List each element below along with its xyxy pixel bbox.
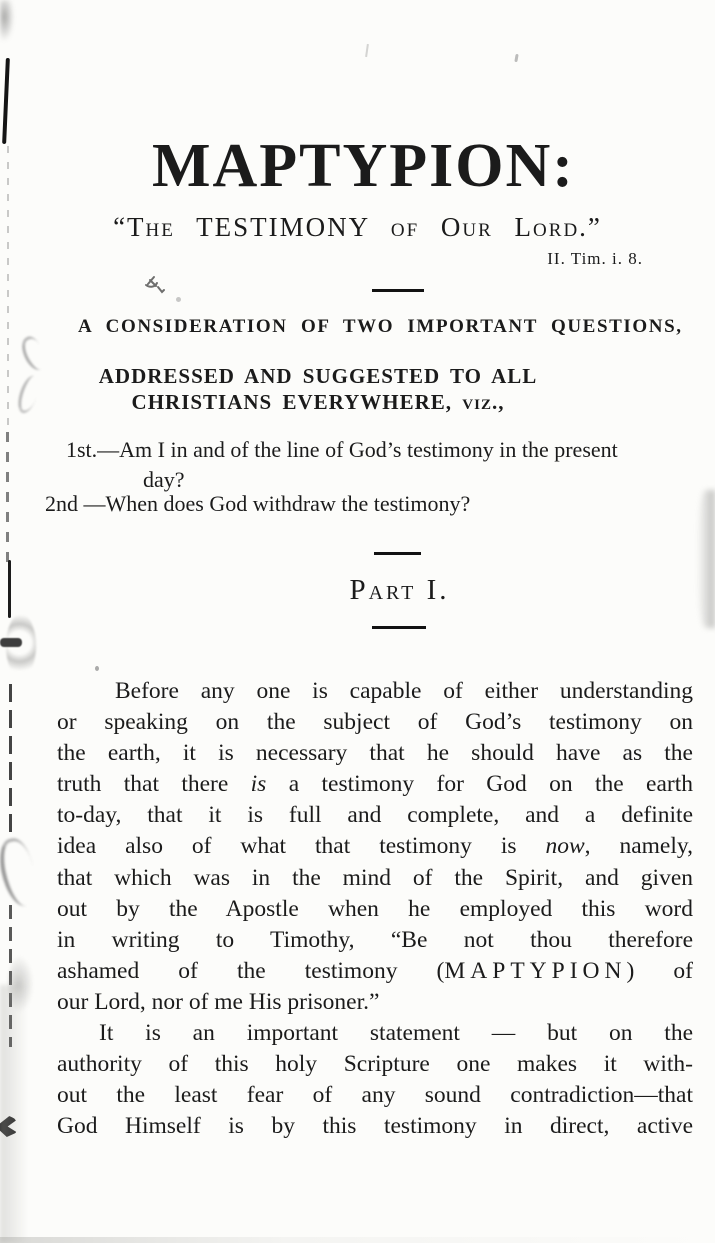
- text-segment: the earth, it is necessary that he should have as the: [57, 740, 693, 767]
- body-text-line: [57, 1049, 693, 1080]
- body-text-line: [57, 987, 693, 1018]
- text-segment: that which was in the mind of the Spirit, and given: [57, 864, 693, 891]
- body-text-line: [57, 894, 693, 925]
- binding-stub-mark: [0, 638, 22, 647]
- binding-spine-line: [9, 684, 12, 834]
- body-text-line: [57, 1018, 693, 1049]
- body-text-line: [57, 1080, 693, 1111]
- scripture-reference: II. Tim. i. 8.: [547, 249, 643, 268]
- body-text-line: [57, 831, 693, 862]
- body-text-line: [57, 738, 693, 769]
- greek-word: ΜΑΡΤΥΡΙΟΝ: [444, 957, 627, 984]
- binding-mark: [17, 334, 50, 374]
- divider-rule: [372, 289, 424, 292]
- text-segment: a testimony for God on the earth: [266, 771, 693, 798]
- text-segment: is: [250, 771, 267, 798]
- scan-speck: [176, 297, 181, 302]
- divider-rule: [372, 626, 426, 629]
- body-text-line: [57, 956, 693, 987]
- page-edge-shadow: [0, 1237, 715, 1243]
- text-segment: authority of this holy Scripture one makes it with-: [57, 1051, 693, 1078]
- binding-spine-line: [9, 905, 12, 1047]
- binding-spine-line: [7, 146, 9, 434]
- subtitle-quote: “The TESTIMONY of Our Lord.”: [113, 212, 602, 242]
- text-segment: idea also of what that testimony is: [57, 833, 546, 860]
- binding-mark: [8, 955, 34, 1013]
- ink-scribble-mark: [144, 274, 174, 298]
- body-text-line: [57, 769, 693, 800]
- text-segment: or speaking on the subject of God’s testimony on: [57, 709, 693, 736]
- question-2: 2nd —When does God withdraw the testimony?: [45, 491, 471, 516]
- text-segment: out the least fear of any sound contradiction—that: [57, 1082, 693, 1109]
- text-segment: ) of: [626, 957, 693, 984]
- text-segment: , namely,: [584, 833, 693, 860]
- binding-spine-line: [6, 432, 9, 564]
- text-segment: now: [545, 833, 585, 860]
- binding-spine-line: [2, 58, 10, 144]
- binding-mark: [14, 373, 42, 415]
- part-heading: Part I.: [349, 574, 450, 606]
- question-1-line-2: day?: [143, 467, 185, 492]
- text-segment: ashamed of the testimony (: [57, 957, 445, 984]
- divider-rule: [374, 552, 421, 555]
- text-segment: in writing to Timothy, “Be not thou therefore: [57, 926, 693, 953]
- text-segment: to-day, that it is full and complete, and a definite: [57, 802, 693, 829]
- consideration-heading: A CONSIDERATION OF TWO IMPORTANT QUESTIONS,: [78, 316, 683, 337]
- page-edge-shadow: [0, 985, 28, 1243]
- text-segment: truth that there: [57, 771, 251, 798]
- binding-hole-mark: [6, 614, 36, 678]
- text-segment: Before any one is capable of either understanding: [115, 678, 693, 704]
- addressed-heading-line2: CHRISTIANS EVERYWHERE, viz.,: [131, 390, 505, 414]
- question-1-line-1: 1st.—Am I in and of the line of God’s testimony in the present: [66, 437, 618, 462]
- text-segment: It is an important statement — but on the: [99, 1020, 693, 1047]
- addressed-heading-line1: ADDRESSED AND SUGGESTED TO ALL: [98, 364, 538, 388]
- scan-speck: [365, 44, 369, 57]
- body-text-line: [57, 676, 693, 707]
- scan-speck: [514, 54, 518, 62]
- body-text-line: [57, 800, 693, 831]
- page-edge-smudge: [697, 490, 715, 628]
- body-text-line: [57, 707, 693, 738]
- addressed-heading: [88, 363, 548, 415]
- binding-mark: [0, 835, 41, 909]
- book-title: ΜΑΡΤΥΡΙΟΝ:: [152, 132, 575, 200]
- body-text: [57, 676, 693, 1142]
- body-text-line: [57, 863, 693, 894]
- text-segment: out by the Apostle when he employed this word: [57, 895, 693, 922]
- body-text-line: [57, 1111, 693, 1142]
- scan-speck: [95, 666, 99, 671]
- binding-stub-mark: [0, 1116, 17, 1137]
- text-segment: God Himself is by this testimony in direct, active: [57, 1113, 693, 1140]
- text-segment: our Lord, nor of me His prisoner.”: [57, 988, 380, 1015]
- body-text-line: [57, 925, 693, 956]
- scan-smudge-top-left: [0, 0, 14, 42]
